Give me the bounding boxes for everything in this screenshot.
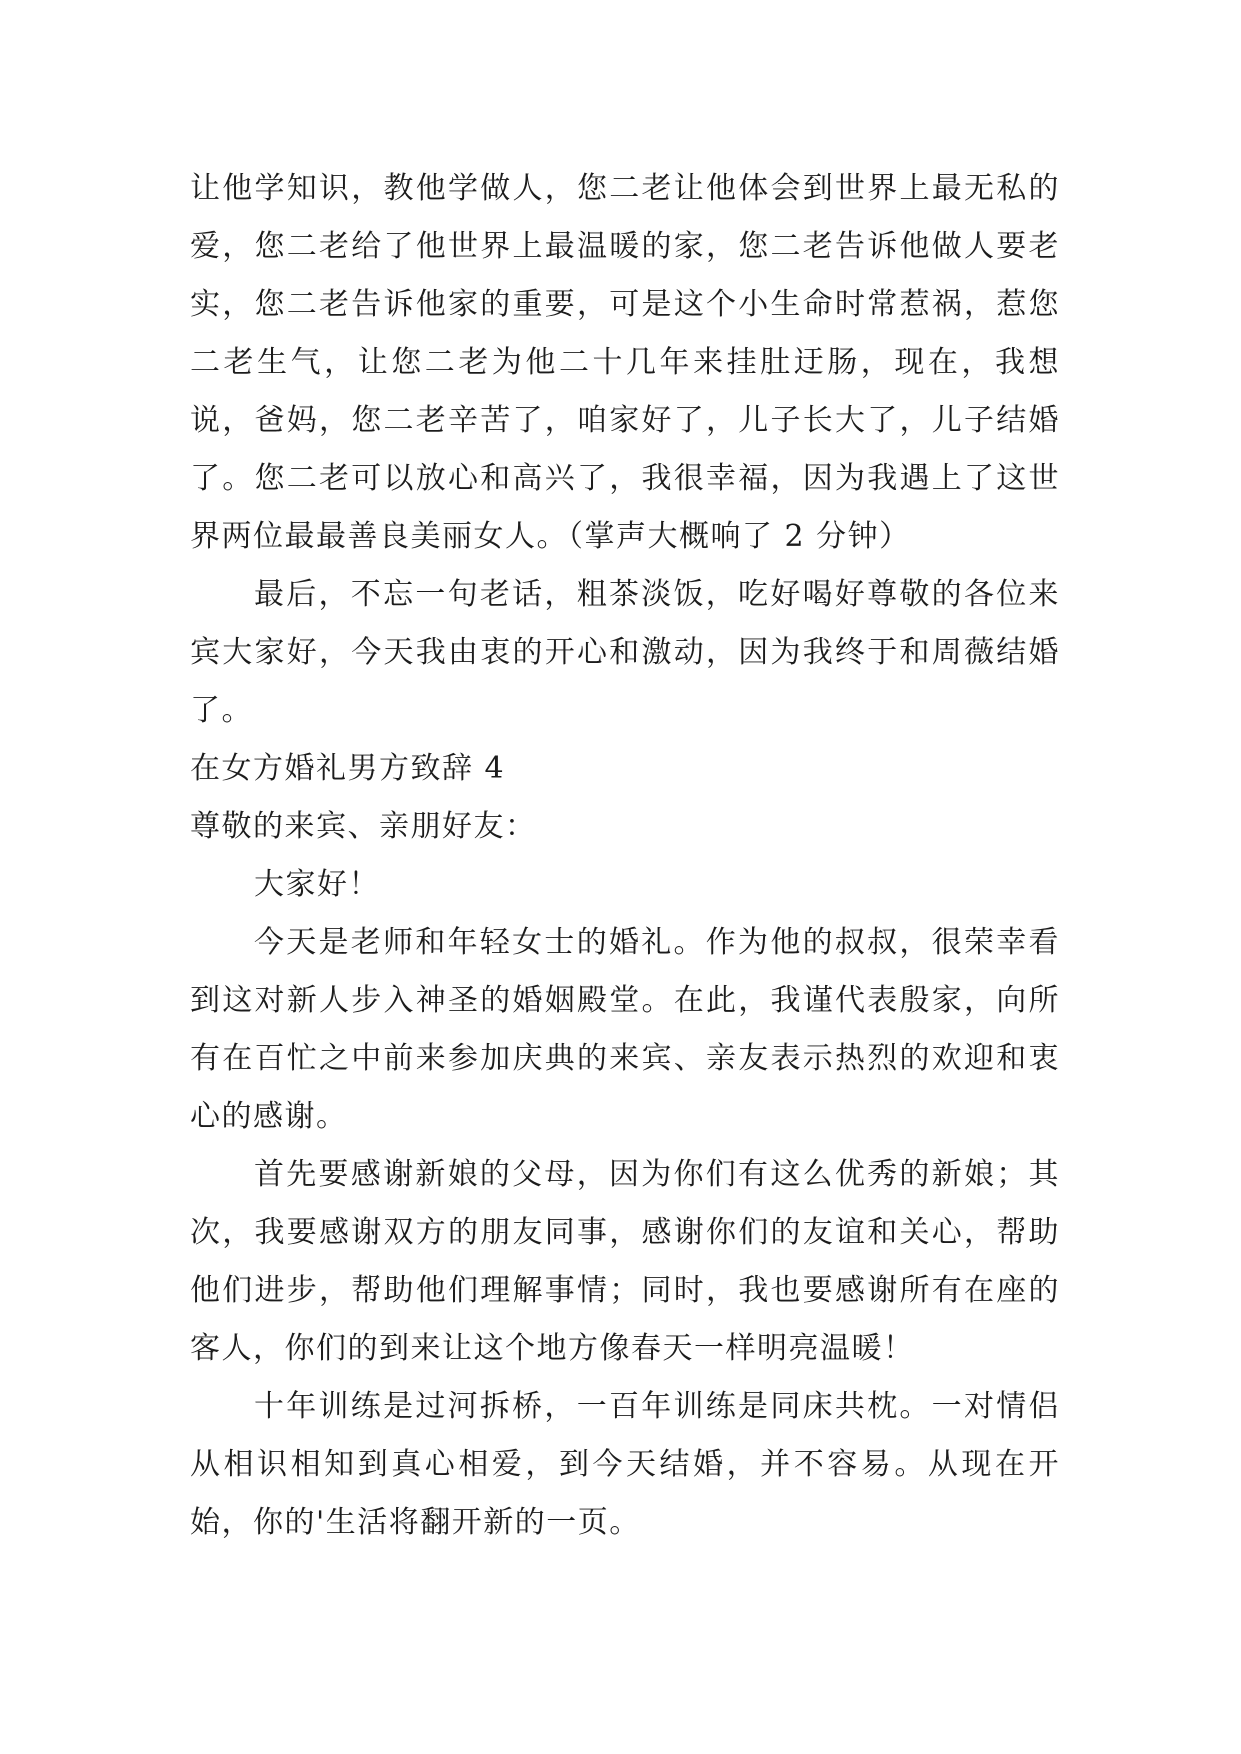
paragraph-closing-remarks: 最后，不忘一句老话，粗茶淡饭，吃好喝好尊敬的各位来宾大家好，今天我由衷的开心和激动，因为我终于和周薇结婚了。 [190,577,1060,728]
paragraph-thanks: 首先要感谢新娘的父母，因为你们有这么优秀的新娘；其次，我要感谢双方的朋友同事，感谢你们的友谊和关心，帮助他们进步，帮助他们理解事情；同时，我也要感谢所有在座的客人，你们的到来让这个地方像春天一样明亮温暖！ [190,1157,1060,1366]
document-page [190,160,1060,1552]
paragraph-greeting: 大家好！ [254,867,380,902]
paragraph-parents-gratitude: 让他学知识，教他学做人，您二老让他体会到世界上最无私的爱，您二老给了他世界上最温暖的家，您二老告诉他做人要老实，您二老告诉他家的重要，可是这个小生命时常惹祸，惹您二老生气，让您二老为他二十几年来挂肚迂肠，现在，我想说，爸妈，您二老辛苦了，咱家好了，儿子长大了，儿子结婚了。您二老可以放心和高兴了，我很幸福，因为我遇上了这世界两位最最善良美丽女人。（掌声大概响了 2 分钟） [190,171,1060,554]
paragraph-new-chapter: 十年训练是过河拆桥，一百年训练是同床共枕。一对情侣从相识相知到真心相爱，到今天结婚，并不容易。从现在开始，你的'生活将翻开新的一页。 [190,1389,1060,1540]
salutation: 尊敬的来宾、亲朋好友： [190,809,537,844]
section-heading: 在女方婚礼男方致辞 4 [190,751,506,786]
paragraph-introduction: 今天是老师和年轻女士的婚礼。作为他的叔叔，很荣幸看到这对新人步入神圣的婚姻殿堂。在此，我谨代表殷家，向所有在百忙之中前来参加庆典的来宾、亲友表示热烈的欢迎和衷心的感谢。 [190,925,1060,1134]
